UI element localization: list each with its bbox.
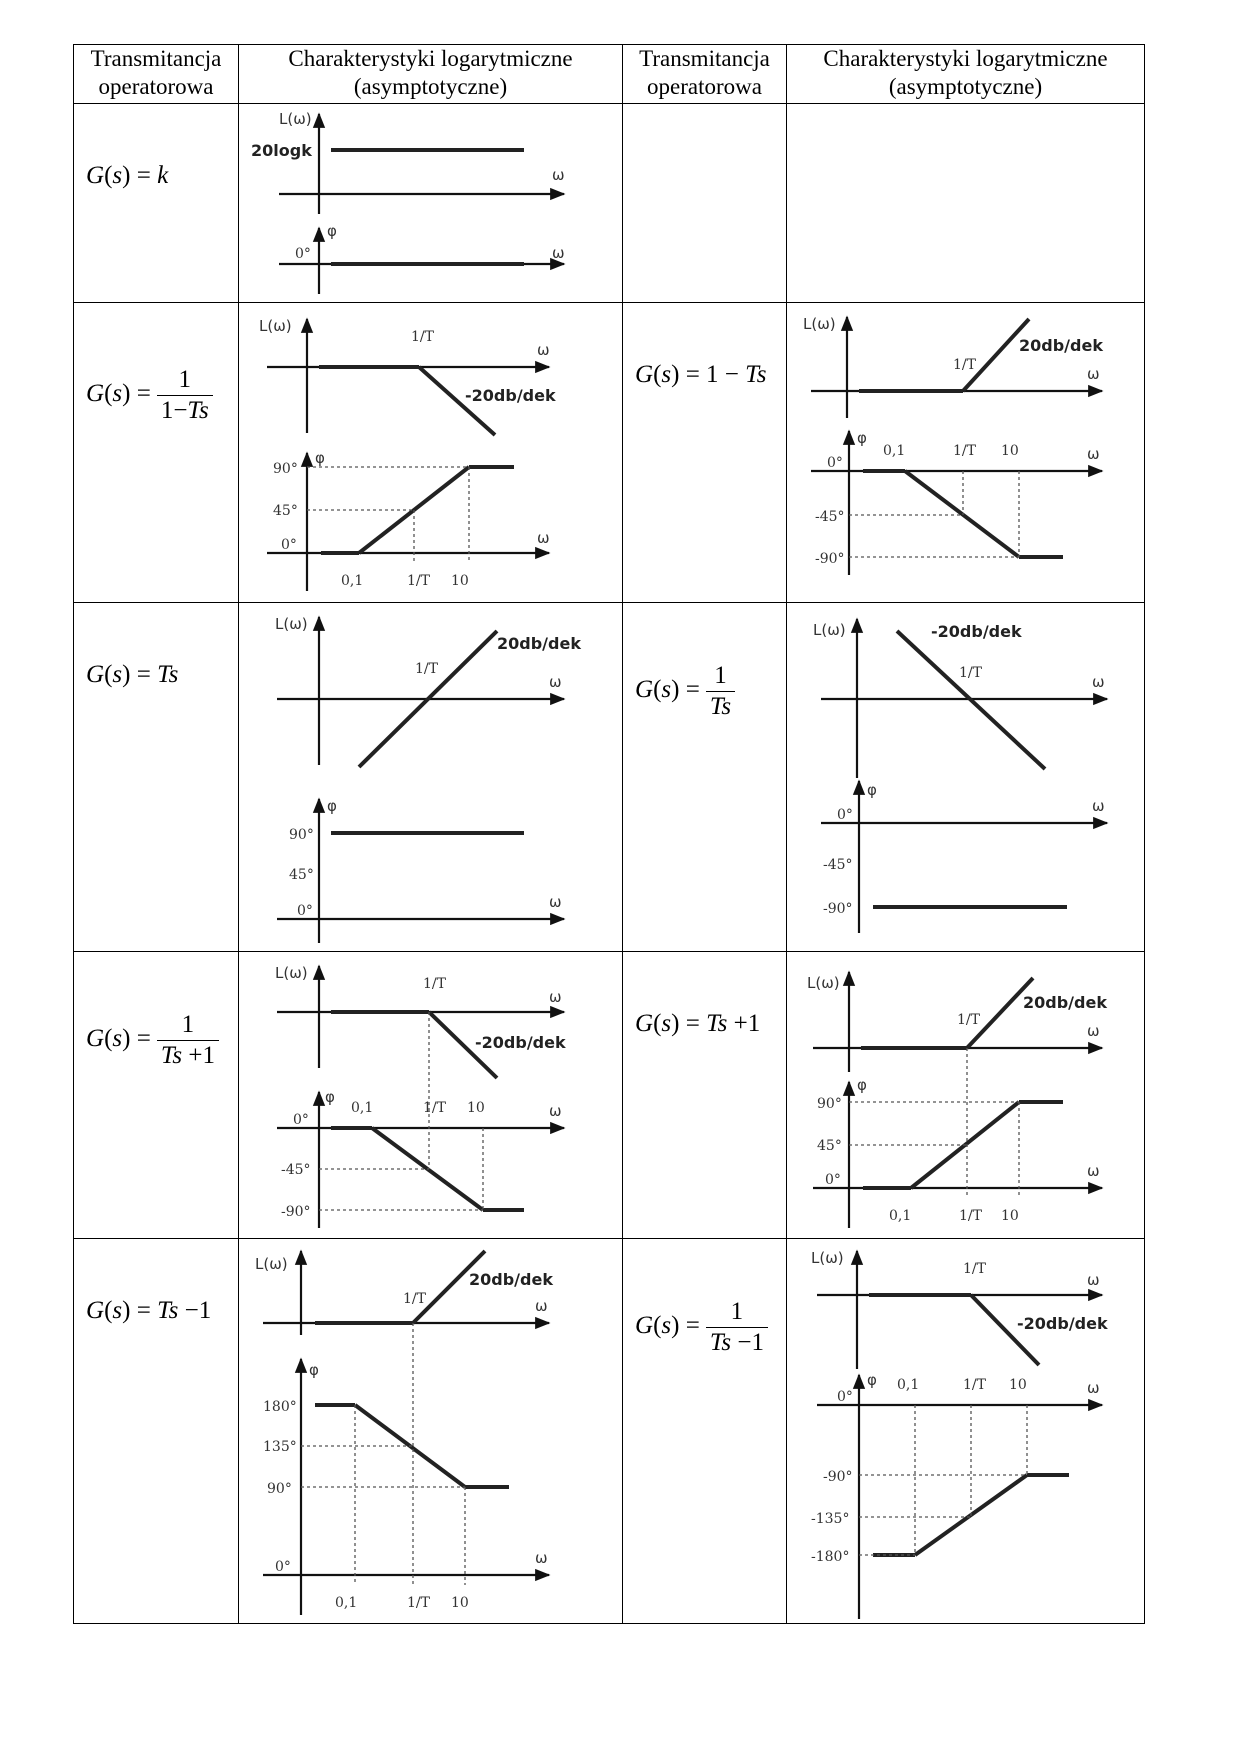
formula-lag: G(s) = $\frac{1}{Ts +1}$ xyxy=(74,952,238,1071)
bode-table xyxy=(73,44,1145,1624)
header-transfer-function-left: Transmitancja operatorowa xyxy=(74,45,239,104)
svg-text:0,1: 0,1 xyxy=(335,1595,358,1611)
svg-text:-90°: -90° xyxy=(823,901,853,917)
bode-plot-integrator xyxy=(787,603,1144,950)
svg-text:90°: 90° xyxy=(273,461,298,477)
svg-text:10: 10 xyxy=(1001,443,1019,459)
svg-text:-45°: -45° xyxy=(281,1162,311,1178)
header-transfer-function-right: Transmitancja operatorowa xyxy=(623,45,787,104)
svg-text:180°: 180° xyxy=(263,1399,297,1415)
svg-text:ω: ω xyxy=(537,529,550,547)
svg-text:ω: ω xyxy=(549,1102,562,1120)
svg-text:1/T: 1/T xyxy=(959,665,982,681)
formula-unstable-lead-2: G(s) = Ts −1 xyxy=(86,1297,212,1324)
svg-text:ω: ω xyxy=(1087,1271,1100,1289)
svg-text:ω: ω xyxy=(1087,1379,1100,1397)
formula-differentiator: G(s) = Ts xyxy=(86,661,179,688)
svg-text:ω: ω xyxy=(1087,365,1100,383)
svg-text:0°: 0° xyxy=(827,455,843,471)
svg-text:ω: ω xyxy=(535,1549,548,1567)
svg-text:0,1: 0,1 xyxy=(897,1377,920,1393)
svg-text:90°: 90° xyxy=(267,1481,292,1497)
svg-text:1/T: 1/T xyxy=(963,1377,986,1393)
svg-text:90°: 90° xyxy=(817,1096,842,1112)
svg-text:0,1: 0,1 xyxy=(883,443,906,459)
svg-text:-20db/dek: -20db/dek xyxy=(465,386,556,405)
bode-plot-unstable-lag xyxy=(239,303,622,601)
svg-text:-20db/dek: -20db/dek xyxy=(931,622,1022,641)
svg-text:-90°: -90° xyxy=(823,1469,853,1485)
svg-text:45°: 45° xyxy=(273,503,298,519)
svg-text:φ: φ xyxy=(315,449,325,467)
mag-axis-label: L(ω) xyxy=(279,110,312,128)
svg-text:ω: ω xyxy=(1087,1022,1100,1040)
svg-text:0,1: 0,1 xyxy=(889,1208,912,1224)
bode-plot-differentiator xyxy=(239,603,622,950)
svg-text:-90°: -90° xyxy=(815,551,845,567)
formula-lead: G(s) = Ts +1 xyxy=(635,1010,761,1037)
formula-integrator: G(s) = $\frac{1}{Ts}$ xyxy=(623,603,786,722)
svg-text:ω: ω xyxy=(1087,445,1100,463)
svg-text:-45°: -45° xyxy=(823,857,853,873)
formula-unstable-lag-2: G(s) = $\frac{1}{Ts -1}$ xyxy=(623,1239,786,1358)
svg-text:0,1: 0,1 xyxy=(351,1100,374,1116)
svg-text:10: 10 xyxy=(451,1595,469,1611)
bode-plot-lag xyxy=(239,952,622,1237)
svg-text:L(ω): L(ω) xyxy=(803,315,836,333)
svg-text:0°: 0° xyxy=(281,537,297,553)
header-characteristics-left: Charakterystyki logarytmiczne (asymptotyczne) xyxy=(239,45,623,104)
svg-text:1/T: 1/T xyxy=(411,329,434,345)
svg-text:45°: 45° xyxy=(289,867,314,883)
bode-plot-lead xyxy=(787,952,1144,1237)
svg-text:L(ω): L(ω) xyxy=(259,317,292,335)
svg-text:-20db/dek: -20db/dek xyxy=(1017,1314,1108,1333)
formula-gain: G(s) = k xyxy=(86,162,169,189)
svg-text:ω: ω xyxy=(1092,673,1105,691)
svg-text:ω: ω xyxy=(549,893,562,911)
svg-text:0°: 0° xyxy=(837,1389,853,1405)
svg-text:0°: 0° xyxy=(275,1559,291,1575)
bode-plot-unstable-lead xyxy=(787,303,1144,601)
svg-text:20db/dek: 20db/dek xyxy=(469,1270,553,1289)
svg-text:20db/dek: 20db/dek xyxy=(1019,336,1103,355)
svg-text:-180°: -180° xyxy=(811,1549,850,1565)
svg-text:φ: φ xyxy=(867,781,877,799)
tick-0deg: 0° xyxy=(295,246,311,262)
svg-text:L(ω): L(ω) xyxy=(811,1249,844,1267)
svg-text:20db/dek: 20db/dek xyxy=(1023,993,1107,1012)
svg-text:1/T: 1/T xyxy=(959,1208,982,1224)
svg-text:10: 10 xyxy=(1009,1377,1027,1393)
svg-text:φ: φ xyxy=(867,1371,877,1389)
svg-text:0°: 0° xyxy=(293,1112,309,1128)
bode-plot-unstable-lead-2 xyxy=(239,1239,622,1622)
svg-text:L(ω): L(ω) xyxy=(275,615,308,633)
svg-text:1/T: 1/T xyxy=(407,573,430,589)
svg-text:ω: ω xyxy=(537,341,550,359)
svg-text:ω: ω xyxy=(549,988,562,1006)
svg-text:L(ω): L(ω) xyxy=(807,974,840,992)
svg-text:ω: ω xyxy=(549,673,562,691)
svg-text:45°: 45° xyxy=(817,1138,842,1154)
svg-text:0,1: 0,1 xyxy=(341,573,364,589)
phase-axis-label: φ xyxy=(327,222,337,240)
svg-text:0°: 0° xyxy=(825,1172,841,1188)
svg-text:1/T: 1/T xyxy=(957,1012,980,1028)
svg-text:L(ω): L(ω) xyxy=(813,621,846,639)
svg-text:90°: 90° xyxy=(289,827,314,843)
svg-text:10: 10 xyxy=(1001,1208,1019,1224)
svg-text:-45°: -45° xyxy=(815,509,845,525)
svg-text:10: 10 xyxy=(451,573,469,589)
svg-text:1/T: 1/T xyxy=(423,976,446,992)
bode-plot-unstable-lag-2 xyxy=(787,1239,1144,1622)
svg-text:ω: ω xyxy=(1087,1162,1100,1180)
header-characteristics-right: Charakterystyki logarytmiczne (asymptotyczne) xyxy=(787,45,1145,104)
svg-text:0°: 0° xyxy=(837,807,853,823)
svg-text:135°: 135° xyxy=(263,1439,297,1455)
bode-plot-gain xyxy=(239,104,622,301)
svg-text:φ: φ xyxy=(327,797,337,815)
svg-text:L(ω): L(ω) xyxy=(275,964,308,982)
svg-text:1/T: 1/T xyxy=(953,443,976,459)
svg-text:φ: φ xyxy=(309,1361,319,1379)
svg-text:L(ω): L(ω) xyxy=(255,1255,288,1273)
svg-text:1/T: 1/T xyxy=(403,1291,426,1307)
svg-text:-135°: -135° xyxy=(811,1511,850,1527)
svg-text:0°: 0° xyxy=(297,903,313,919)
svg-text:ω: ω xyxy=(535,1297,548,1315)
svg-text:10: 10 xyxy=(467,1100,485,1116)
svg-text:φ: φ xyxy=(325,1088,335,1106)
svg-text:1/T: 1/T xyxy=(963,1261,986,1277)
svg-text:ω: ω xyxy=(1092,797,1105,815)
svg-text:1/T: 1/T xyxy=(953,357,976,373)
svg-text:1/T: 1/T xyxy=(423,1100,446,1116)
svg-text:-90°: -90° xyxy=(281,1204,311,1220)
svg-text:20db/dek: 20db/dek xyxy=(497,634,581,653)
formula-unstable-lead: G(s) = 1 − Ts xyxy=(635,361,767,388)
svg-text:φ: φ xyxy=(857,429,867,447)
gain-label: 20logk xyxy=(251,141,312,160)
svg-text:1/T: 1/T xyxy=(407,1595,430,1611)
svg-text:-20db/dek: -20db/dek xyxy=(475,1033,566,1052)
svg-text:1/T: 1/T xyxy=(415,661,438,677)
formula-unstable-lag: G(s) = $\frac{1}{1-Ts}$ xyxy=(74,303,238,426)
svg-text:φ: φ xyxy=(857,1076,867,1094)
freq-axis-label: ω xyxy=(552,244,565,262)
freq-axis-label: ω xyxy=(552,166,565,184)
